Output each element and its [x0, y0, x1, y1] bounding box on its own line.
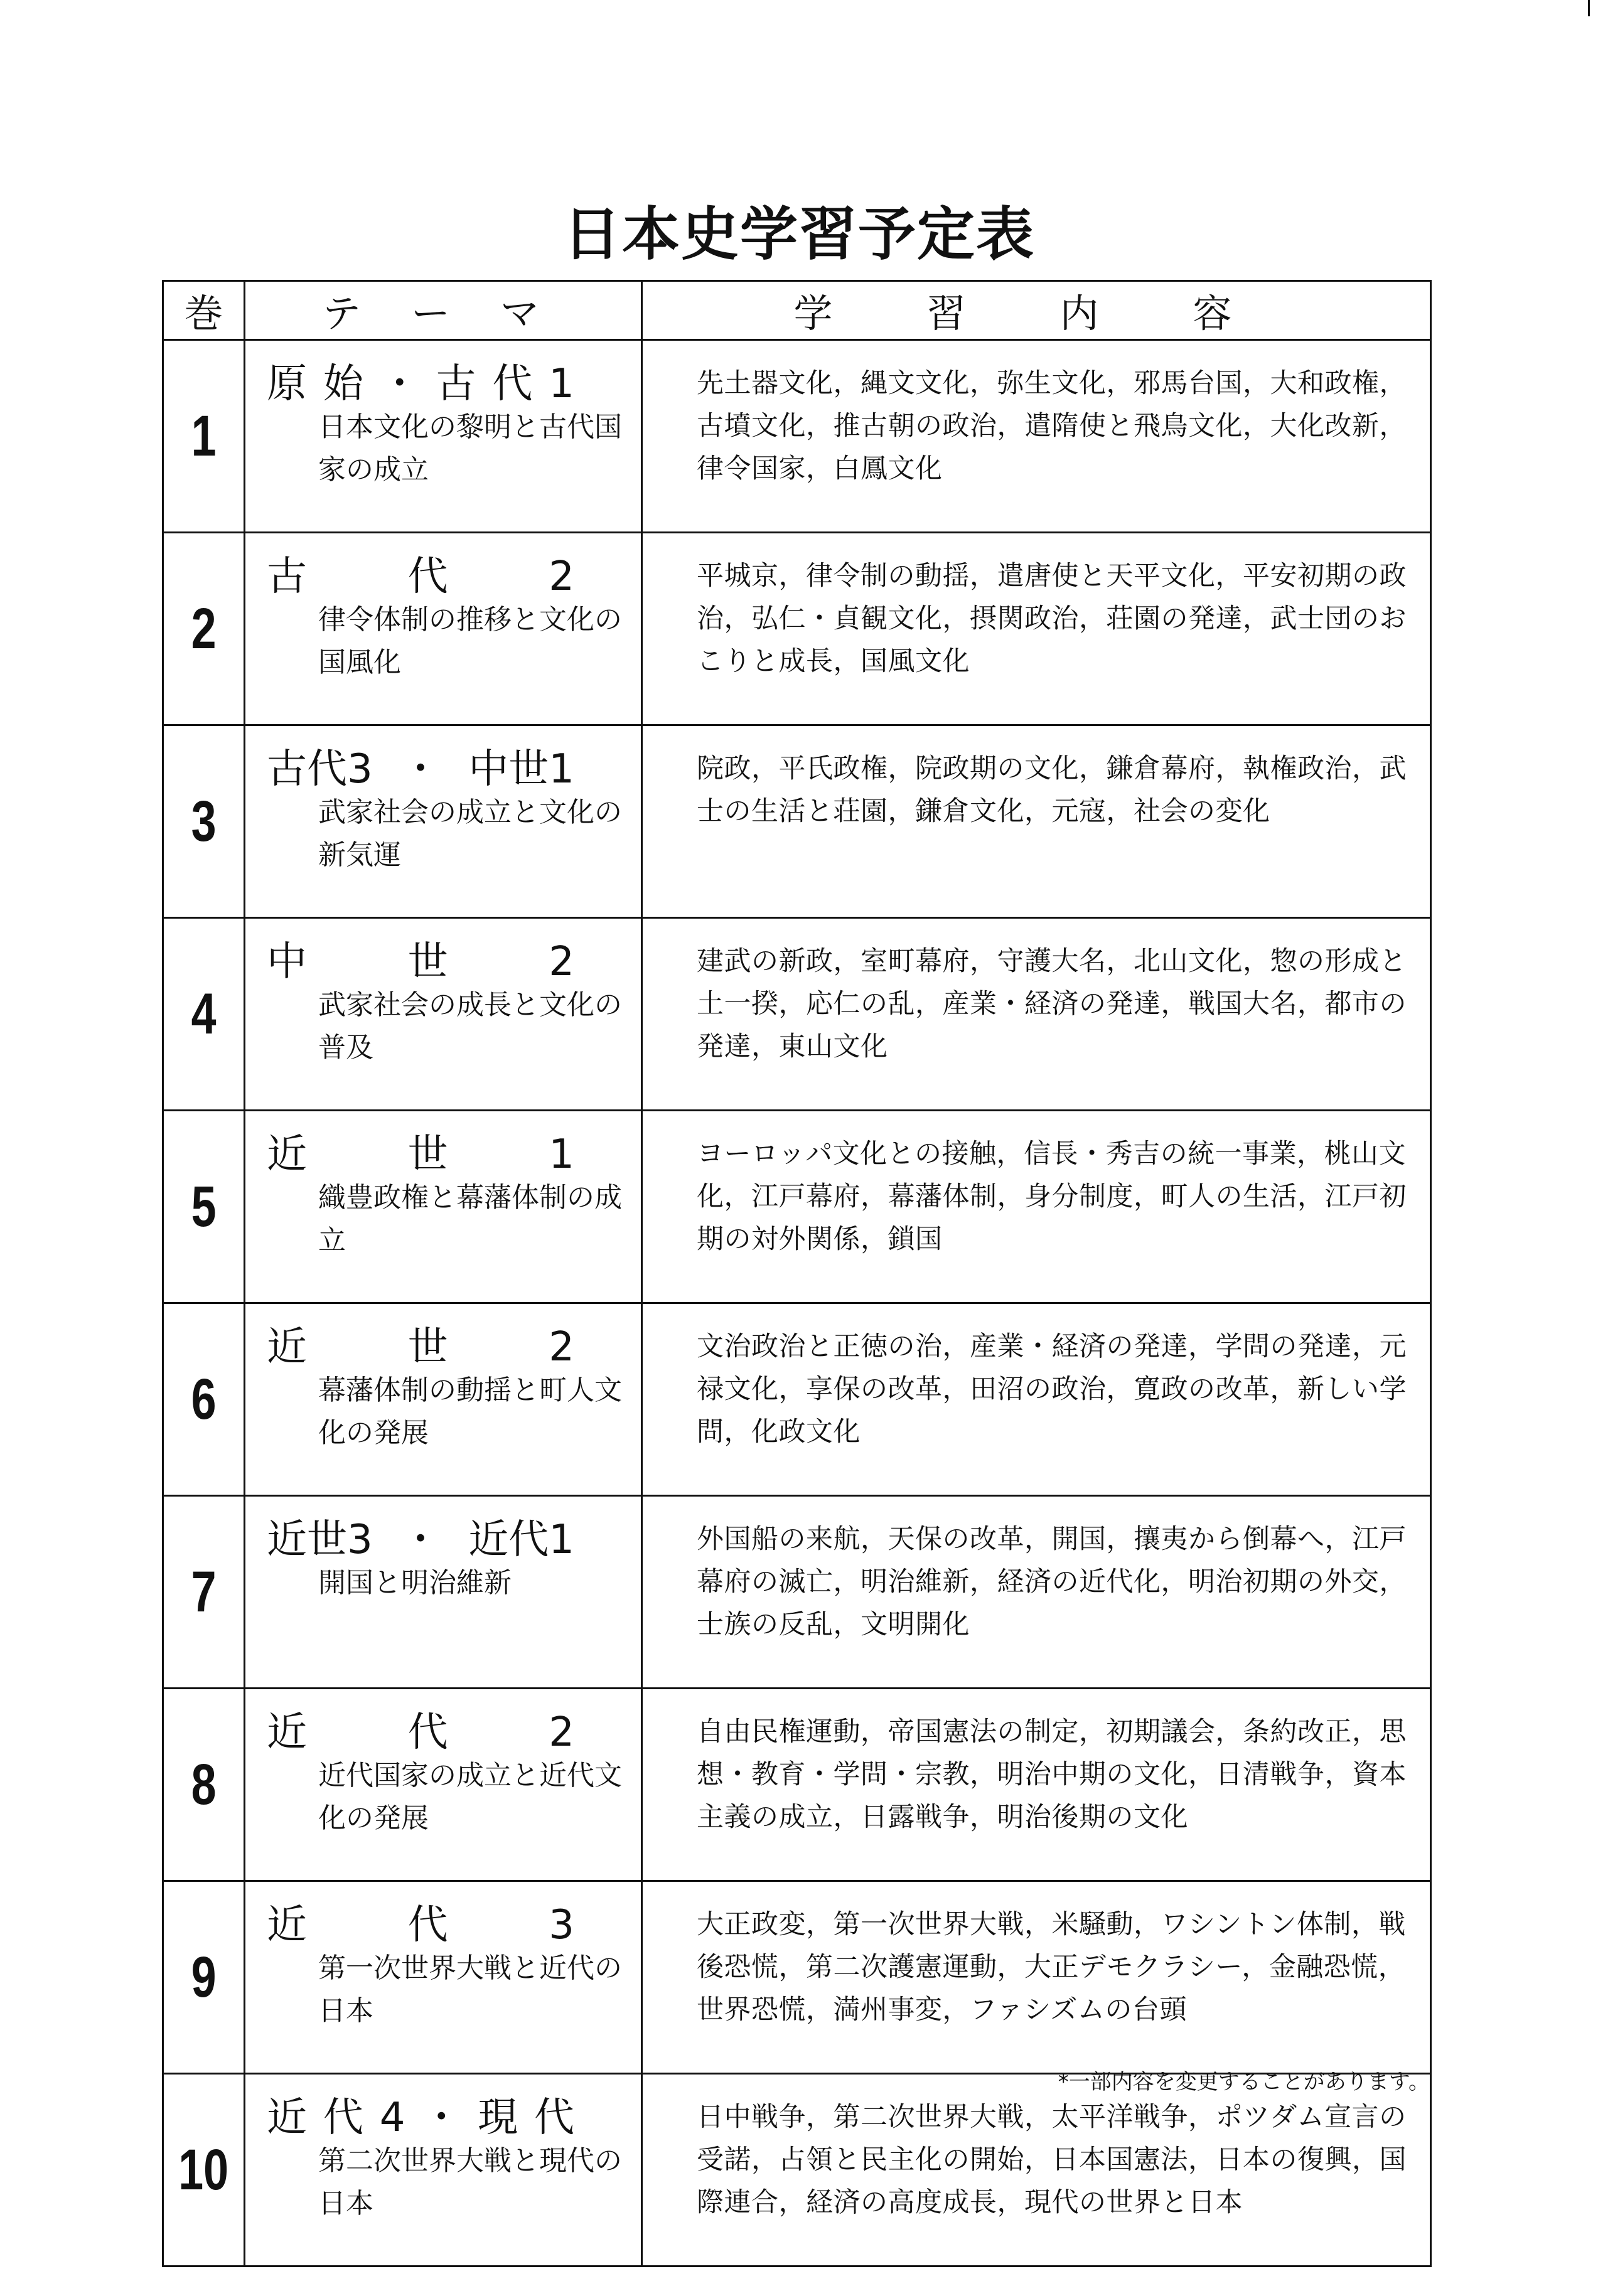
content-cell [642, 340, 1431, 533]
volume-number-cell [163, 1303, 245, 1496]
content-text: 日中戦争，第二次世界大戦，太平洋戦争，ポツダム宣言の受諾，占領と民主化の開始，日本国憲法，日本の復興，国際連合，経済の高度成長，現代の世界と日本 [697, 2101, 1407, 2218]
content-text: 文治政治と正徳の治，産業・経済の発達，学問の発達，元禄文化，享保の改革，田沼の政治，寛政の改革，新しい学問，化政文化 [697, 1331, 1407, 1448]
table-row [163, 1881, 1431, 2074]
volume-number: 2 [191, 596, 217, 661]
theme-title-part: 近世3 [267, 1517, 373, 1563]
theme-title-part: 世 [407, 1131, 448, 1178]
theme-title-part: 代 [407, 1709, 448, 1756]
volume-number: 3 [191, 789, 217, 853]
table-row [163, 725, 1431, 918]
theme-title-part: 1 [549, 361, 574, 407]
page-title: 日本史学習予定表 [562, 200, 1035, 268]
theme-title-part: 古 [267, 553, 307, 600]
volume-number-cell [163, 2074, 245, 2267]
content-text: 大正政変，第一次世界大戦，米騒動，ワシントン体制，戦後恐慌，第二次護憲運動，大正デモクラシー，金融恐慌，世界恐慌，満州事変，ファシズムの台頭 [697, 1909, 1406, 2026]
theme-title [267, 1711, 574, 1754]
theme-title-part: 代 [492, 361, 533, 407]
volume-number-cell [163, 340, 245, 533]
theme-title-part: 近 [267, 1131, 307, 1178]
theme-title-part: 近 [267, 2095, 307, 2141]
theme-cell [245, 1881, 642, 2074]
theme-title-part: 中 [267, 939, 307, 985]
volume-number-cell [163, 1496, 245, 1689]
theme-title [267, 362, 574, 406]
content-cell [642, 533, 1431, 725]
theme-title-part: 3 [549, 1902, 574, 1948]
theme-title [267, 1325, 574, 1369]
theme-cell [245, 2074, 642, 2267]
theme-cell [245, 918, 642, 1111]
theme-cell [245, 340, 642, 533]
theme-subtitle: 武家社会の成長と文化の普及 [318, 989, 622, 1064]
theme-title-part: 近代1 [468, 1517, 574, 1563]
theme-title-part: 近 [267, 1324, 307, 1370]
header-content: 学習内容 [642, 281, 1431, 340]
theme-subtitle: 近代国家の成立と近代文化の発展 [318, 1759, 622, 1834]
theme-title-part: 2 [549, 1709, 574, 1756]
content-cell [642, 2074, 1431, 2267]
volume-number: 8 [191, 1752, 217, 1817]
header-theme: テーマ [245, 281, 642, 340]
volume-number: 6 [191, 1367, 217, 1431]
theme-title [267, 1903, 574, 1947]
table-row [163, 2074, 1431, 2267]
header-volume: 巻 [163, 281, 245, 340]
table-row [163, 533, 1431, 725]
theme-subtitle: 織豊政権と幕藩体制の成立 [318, 1182, 622, 1256]
table-row [163, 1303, 1431, 1496]
theme-title-part: 代 [323, 2095, 363, 2141]
content-cell [642, 1881, 1431, 2074]
volume-number-cell [163, 918, 245, 1111]
content-text: 先土器文化，縄文文化，弥生文化，邪馬台国，大和政権，古墳文化，推古朝の政治，遣隋使と飛鳥文化，大化改新，律令国家，白鳳文化 [697, 368, 1407, 484]
theme-title-part: ・ [400, 746, 441, 793]
volume-number-cell [163, 725, 245, 918]
theme-subtitle: 第一次世界大戦と近代の日本 [318, 1952, 622, 2027]
theme-subtitle: 律令体制の推移と文化の国風化 [318, 604, 622, 678]
theme-subtitle: 開国と明治維新 [318, 1567, 512, 1599]
header-row [163, 281, 1431, 340]
theme-cell [245, 1689, 642, 1881]
theme-cell [245, 533, 642, 725]
table-row [163, 1689, 1431, 1881]
volume-number-cell [163, 1881, 245, 2074]
content-text: ヨーロッパ文化との接触，信長・秀吉の統一事業，桃山文化，江戸幕府，幕藩体制，身分制度，町人の生活，江戸初期の対外関係，鎖国 [697, 1138, 1407, 1255]
theme-title-part: 原 [267, 361, 307, 407]
theme-title-part: 代 [407, 553, 448, 600]
volume-number: 5 [191, 1174, 217, 1239]
theme-title-part: ・ [400, 1517, 441, 1563]
page-edge-mark [1588, 0, 1590, 16]
theme-title [267, 1518, 574, 1562]
table-row [163, 918, 1431, 1111]
theme-title-part: ・ [421, 2095, 462, 2141]
footnote: *一部内容を変更することがあります。 [1058, 2069, 1430, 2095]
theme-cell [245, 1111, 642, 1303]
theme-title-part: 代 [534, 2095, 574, 2141]
theme-title [267, 1133, 574, 1177]
theme-title-part: 始 [323, 361, 363, 407]
content-text: 外国船の来航，天保の改革，開国，攘夷から倒幕へ，江戸幕府の滅亡，明治維新，経済の近代化，明治初期の外交，士族の反乱，文明開化 [697, 1524, 1407, 1640]
content-cell [642, 1496, 1431, 1689]
schedule-table [162, 280, 1432, 2267]
content-cell [642, 1689, 1431, 1881]
theme-subtitle: 日本文化の黎明と古代国家の成立 [318, 411, 622, 486]
theme-title [267, 2096, 574, 2140]
theme-title-part: 現 [478, 2095, 518, 2141]
content-cell [642, 725, 1431, 918]
table-body [163, 340, 1431, 2267]
theme-title-part: ・ [379, 361, 420, 407]
theme-title-part: 近 [267, 1709, 307, 1756]
volume-number: 10 [178, 2137, 229, 2202]
theme-title-part: 近 [267, 1902, 307, 1948]
volume-number: 9 [191, 1945, 217, 2009]
theme-title-part: 世 [407, 1324, 448, 1370]
content-text: 自由民権運動，帝国憲法の制定，初期議会，条約改正，思想・教育・学問・宗教，明治中期の文化，日清戦争，資本主義の成立，日露戦争，明治後期の文化 [697, 1716, 1407, 1833]
volume-number-cell [163, 1689, 245, 1881]
theme-title-part: 古 [436, 361, 476, 407]
theme-title-part: 2 [549, 939, 574, 985]
theme-title [267, 747, 574, 791]
theme-title-part: 中世1 [468, 746, 574, 793]
table-row [163, 1111, 1431, 1303]
theme-subtitle: 第二次世界大戦と現代の日本 [318, 2145, 622, 2219]
content-cell [642, 1303, 1431, 1496]
content-cell [642, 1111, 1431, 1303]
content-text: 平城京，律令制の動揺，遣唐使と天平文化，平安初期の政治，弘仁・貞観文化，摂関政治，荘園の発達，武士団のおこりと成長，国風文化 [697, 560, 1407, 677]
volume-number: 1 [191, 403, 217, 468]
theme-title [267, 555, 574, 599]
theme-title-part: 4 [379, 2095, 405, 2141]
theme-title-part: 世 [407, 939, 448, 985]
theme-cell [245, 725, 642, 918]
theme-cell [245, 1496, 642, 1689]
theme-title-part: 代 [407, 1902, 448, 1948]
theme-title-part: 1 [549, 1131, 574, 1178]
theme-subtitle: 幕藩体制の動揺と町人文化の発展 [318, 1374, 622, 1449]
content-cell [642, 918, 1431, 1111]
theme-title [267, 940, 574, 984]
volume-number-cell [163, 533, 245, 725]
theme-subtitle: 武家社会の成立と文化の新気運 [318, 796, 622, 871]
content-text: 建武の新政，室町幕府，守護大名，北山文化，惣の形成と土一揆，応仁の乱，産業・経済の発達，戦国大名，都市の発達，東山文化 [697, 946, 1407, 1062]
volume-number: 4 [191, 981, 217, 1046]
volume-number: 7 [191, 1559, 217, 1624]
theme-title-part: 2 [549, 1324, 574, 1370]
content-text: 院政，平氏政権，院政期の文化，鎌倉幕府，執権政治，武士の生活と荘園，鎌倉文化，元寇，社会の変化 [697, 753, 1407, 827]
table-row [163, 1496, 1431, 1689]
theme-title-part: 古代3 [267, 746, 373, 793]
theme-cell [245, 1303, 642, 1496]
volume-number-cell [163, 1111, 245, 1303]
theme-title-part: 2 [549, 553, 574, 600]
table-row [163, 340, 1431, 533]
